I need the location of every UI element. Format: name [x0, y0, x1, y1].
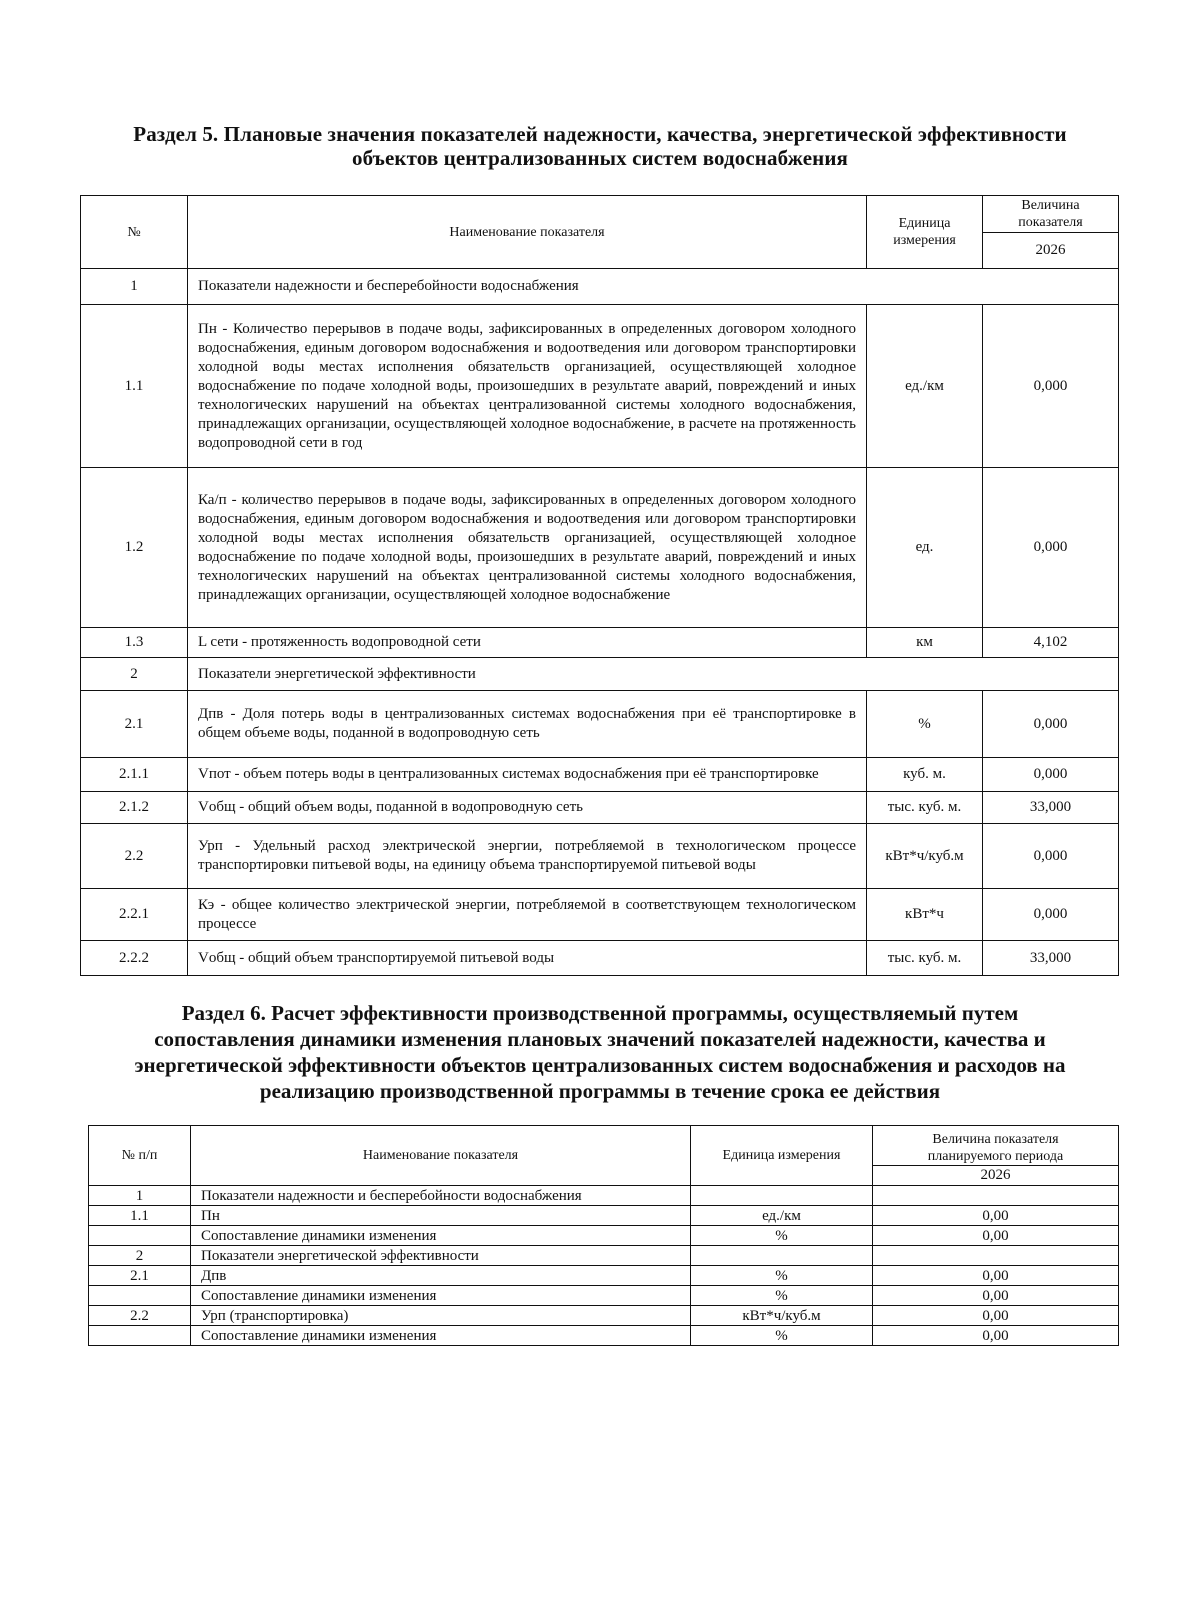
row-name: Vобщ - общий объем воды, поданной в водопроводную сеть	[188, 792, 867, 824]
row-name: Сопоставление динамики изменения	[191, 1286, 691, 1306]
header-value-group	[873, 1126, 1119, 1166]
table-row	[81, 824, 1119, 889]
row-name: Урп - Удельный расход электрической энергии, потребляемой в технологическом процессе транспортировки питьевой воды, на единицу объема транспортируемой питьевой воды	[188, 824, 867, 889]
row-value: 0,00	[873, 1226, 1119, 1246]
row-value	[873, 1186, 1119, 1206]
table-row	[89, 1306, 1119, 1326]
row-value	[873, 1246, 1119, 1266]
row-num: 2	[89, 1246, 191, 1266]
header-num: № п/п	[89, 1126, 191, 1186]
row-value: 0,00	[873, 1266, 1119, 1286]
section6-title-line4: реализацию производственной программы в течение срока ее действия	[259, 1079, 941, 1103]
row-num: 2.1.1	[81, 758, 188, 792]
row-value: 33,000	[983, 941, 1119, 976]
row-name: Пн - Количество перерывов в подаче воды, зафиксированных в определенных договором холодного водоснабжения, единым договором водоснабжения и водоотведения или договором транспортировки холодной воды местах исполнения обязательств организацией, осуществляющей холодное водоснабжение по подаче холодной воды, произошедших в результате аварий, повреждений и иных технологических нарушений на объектах централизованной системы холодного водоснабжения, принадлежащих организации, осуществляющей холодное водоснабжение, в расчете на протяженность водопроводной сети в год	[188, 305, 867, 468]
section6-title-line3: энергетической эффективности объектов централизованных систем водоснабжения и расходов на	[134, 1053, 1066, 1077]
table-row	[81, 691, 1119, 758]
row-name: Vобщ - общий объем транспортируемой питьевой воды	[188, 941, 867, 976]
row-num: 2.2.2	[81, 941, 188, 976]
row-value: 33,000	[983, 792, 1119, 824]
row-name: Дпв - Доля потерь воды в централизованных системах водоснабжения при её транспортировке в общем объеме воды, поданной в водопроводную сеть	[188, 691, 867, 758]
header-unit: Единица измерения	[867, 196, 983, 269]
row-value: 0,00	[873, 1206, 1119, 1226]
row-num	[89, 1286, 191, 1306]
row-unit: %	[691, 1286, 873, 1306]
table-header-row	[81, 196, 1119, 233]
row-value: 0,000	[983, 889, 1119, 941]
row-unit: %	[691, 1226, 873, 1246]
row-name: Показатели энергетической эффективности	[191, 1246, 691, 1266]
table-row	[89, 1206, 1119, 1226]
table-row-group	[81, 658, 1119, 691]
row-name: Показатели надежности и бесперебойности водоснабжения	[191, 1186, 691, 1206]
row-unit: кВт*ч/куб.м	[691, 1306, 873, 1326]
row-name: Показатели надежности и бесперебойности водоснабжения	[188, 269, 1119, 305]
table-row	[89, 1246, 1119, 1266]
table-row	[89, 1186, 1119, 1206]
table-row-group	[81, 269, 1119, 305]
row-num	[89, 1326, 191, 1346]
row-num: 1.1	[89, 1206, 191, 1226]
row-name: Ка/п - количество перерывов в подаче воды, зафиксированных в определенных договором холодного водоснабжения, единым договором водоснабжения и водоотведения или договором транспортировки холодной воды местах исполнения обязательств организацией, осуществляющей холодное водоснабжение по подаче холодной воды, произошедших в результате аварий, повреждений и иных технологических нарушений на объектах централизованной системы холодного водоснабжения, принадлежащих организации, осуществляющей холодное водоснабжение	[188, 468, 867, 628]
row-num: 1.3	[81, 628, 188, 658]
table-row	[81, 628, 1119, 658]
table-row	[81, 305, 1119, 468]
row-value: 0,000	[983, 691, 1119, 758]
row-num: 1.2	[81, 468, 188, 628]
table-row	[89, 1266, 1119, 1286]
section6-title-line2: сопоставления динамики изменения плановых значений показателей надежности, качества и	[154, 1027, 1046, 1051]
row-name: Сопоставление динамики изменения	[191, 1226, 691, 1246]
row-unit: тыс. куб. м.	[867, 792, 983, 824]
row-unit: кВт*ч	[867, 889, 983, 941]
row-num: 2.1	[89, 1266, 191, 1286]
row-num: 2.1	[81, 691, 188, 758]
section5-title-line1: Раздел 5. Плановые значения показателей надежности, качества, энергетической эффективности	[133, 122, 1067, 146]
row-value: 0,00	[873, 1306, 1119, 1326]
header-unit: Единица измерения	[691, 1126, 873, 1186]
table-header-row	[89, 1126, 1119, 1166]
row-name: Дпв	[191, 1266, 691, 1286]
row-name: L сети - протяженность водопроводной сети	[188, 628, 867, 658]
header-year: 2026	[873, 1166, 1119, 1186]
header-value-group-line2: планируемого периода	[927, 1149, 1064, 1164]
row-unit: тыс. куб. м.	[867, 941, 983, 976]
row-value: 4,102	[983, 628, 1119, 658]
row-unit	[691, 1246, 873, 1266]
table-row	[81, 468, 1119, 628]
row-num: 2.2	[89, 1306, 191, 1326]
row-unit: ед./км	[867, 305, 983, 468]
row-num: 2.2.1	[81, 889, 188, 941]
row-unit	[691, 1186, 873, 1206]
table-row	[81, 889, 1119, 941]
row-num: 2.2	[81, 824, 188, 889]
row-unit: ед.	[867, 468, 983, 628]
row-name: Урп (транспортировка)	[191, 1306, 691, 1326]
row-value: 0,00	[873, 1286, 1119, 1306]
table-row	[81, 941, 1119, 976]
row-value: 0,000	[983, 824, 1119, 889]
row-name: Сопоставление динамики изменения	[191, 1326, 691, 1346]
row-value: 0,000	[983, 305, 1119, 468]
table-row	[81, 758, 1119, 792]
row-num	[89, 1226, 191, 1246]
header-value-group: Величина показателя	[983, 196, 1119, 233]
table-row	[89, 1226, 1119, 1246]
section6-title-line1: Раздел 6. Расчет эффективности производственной программы, осуществляемый путем	[181, 1001, 1019, 1025]
section5-title	[60, 122, 1140, 170]
row-name: Кэ - общее количество электрической энергии, потребляемой в соответствующем технологическом процессе	[188, 889, 867, 941]
row-unit: %	[691, 1326, 873, 1346]
row-value: 0,00	[873, 1326, 1119, 1346]
row-num: 2.1.2	[81, 792, 188, 824]
row-num: 1.1	[81, 305, 188, 468]
row-unit: км	[867, 628, 983, 658]
row-unit: кВт*ч/куб.м	[867, 824, 983, 889]
header-num: №	[81, 196, 188, 269]
row-num: 2	[81, 658, 188, 691]
table-row	[89, 1326, 1119, 1346]
row-unit: ед./км	[691, 1206, 873, 1226]
row-name: Показатели энергетической эффективности	[188, 658, 1119, 691]
section6-title	[60, 1000, 1140, 1104]
row-unit: %	[867, 691, 983, 758]
row-name: Vпот - объем потерь воды в централизованных системах водоснабжения при её транспортировке	[188, 758, 867, 792]
row-value: 0,000	[983, 758, 1119, 792]
row-value: 0,000	[983, 468, 1119, 628]
row-unit: %	[691, 1266, 873, 1286]
header-value-group-line1: Величина показателя	[932, 1132, 1059, 1147]
section5-title-line2: объектов централизованных систем водоснабжения	[351, 146, 849, 170]
row-name: Пн	[191, 1206, 691, 1226]
header-year: 2026	[983, 233, 1119, 269]
section6-efficiency-table	[88, 1125, 1119, 1346]
section5-indicators-table	[80, 195, 1119, 976]
table-row	[81, 792, 1119, 824]
row-num: 1	[81, 269, 188, 305]
header-name: Наименование показателя	[191, 1126, 691, 1186]
header-name: Наименование показателя	[188, 196, 867, 269]
table-row	[89, 1286, 1119, 1306]
row-unit: куб. м.	[867, 758, 983, 792]
row-num: 1	[89, 1186, 191, 1206]
